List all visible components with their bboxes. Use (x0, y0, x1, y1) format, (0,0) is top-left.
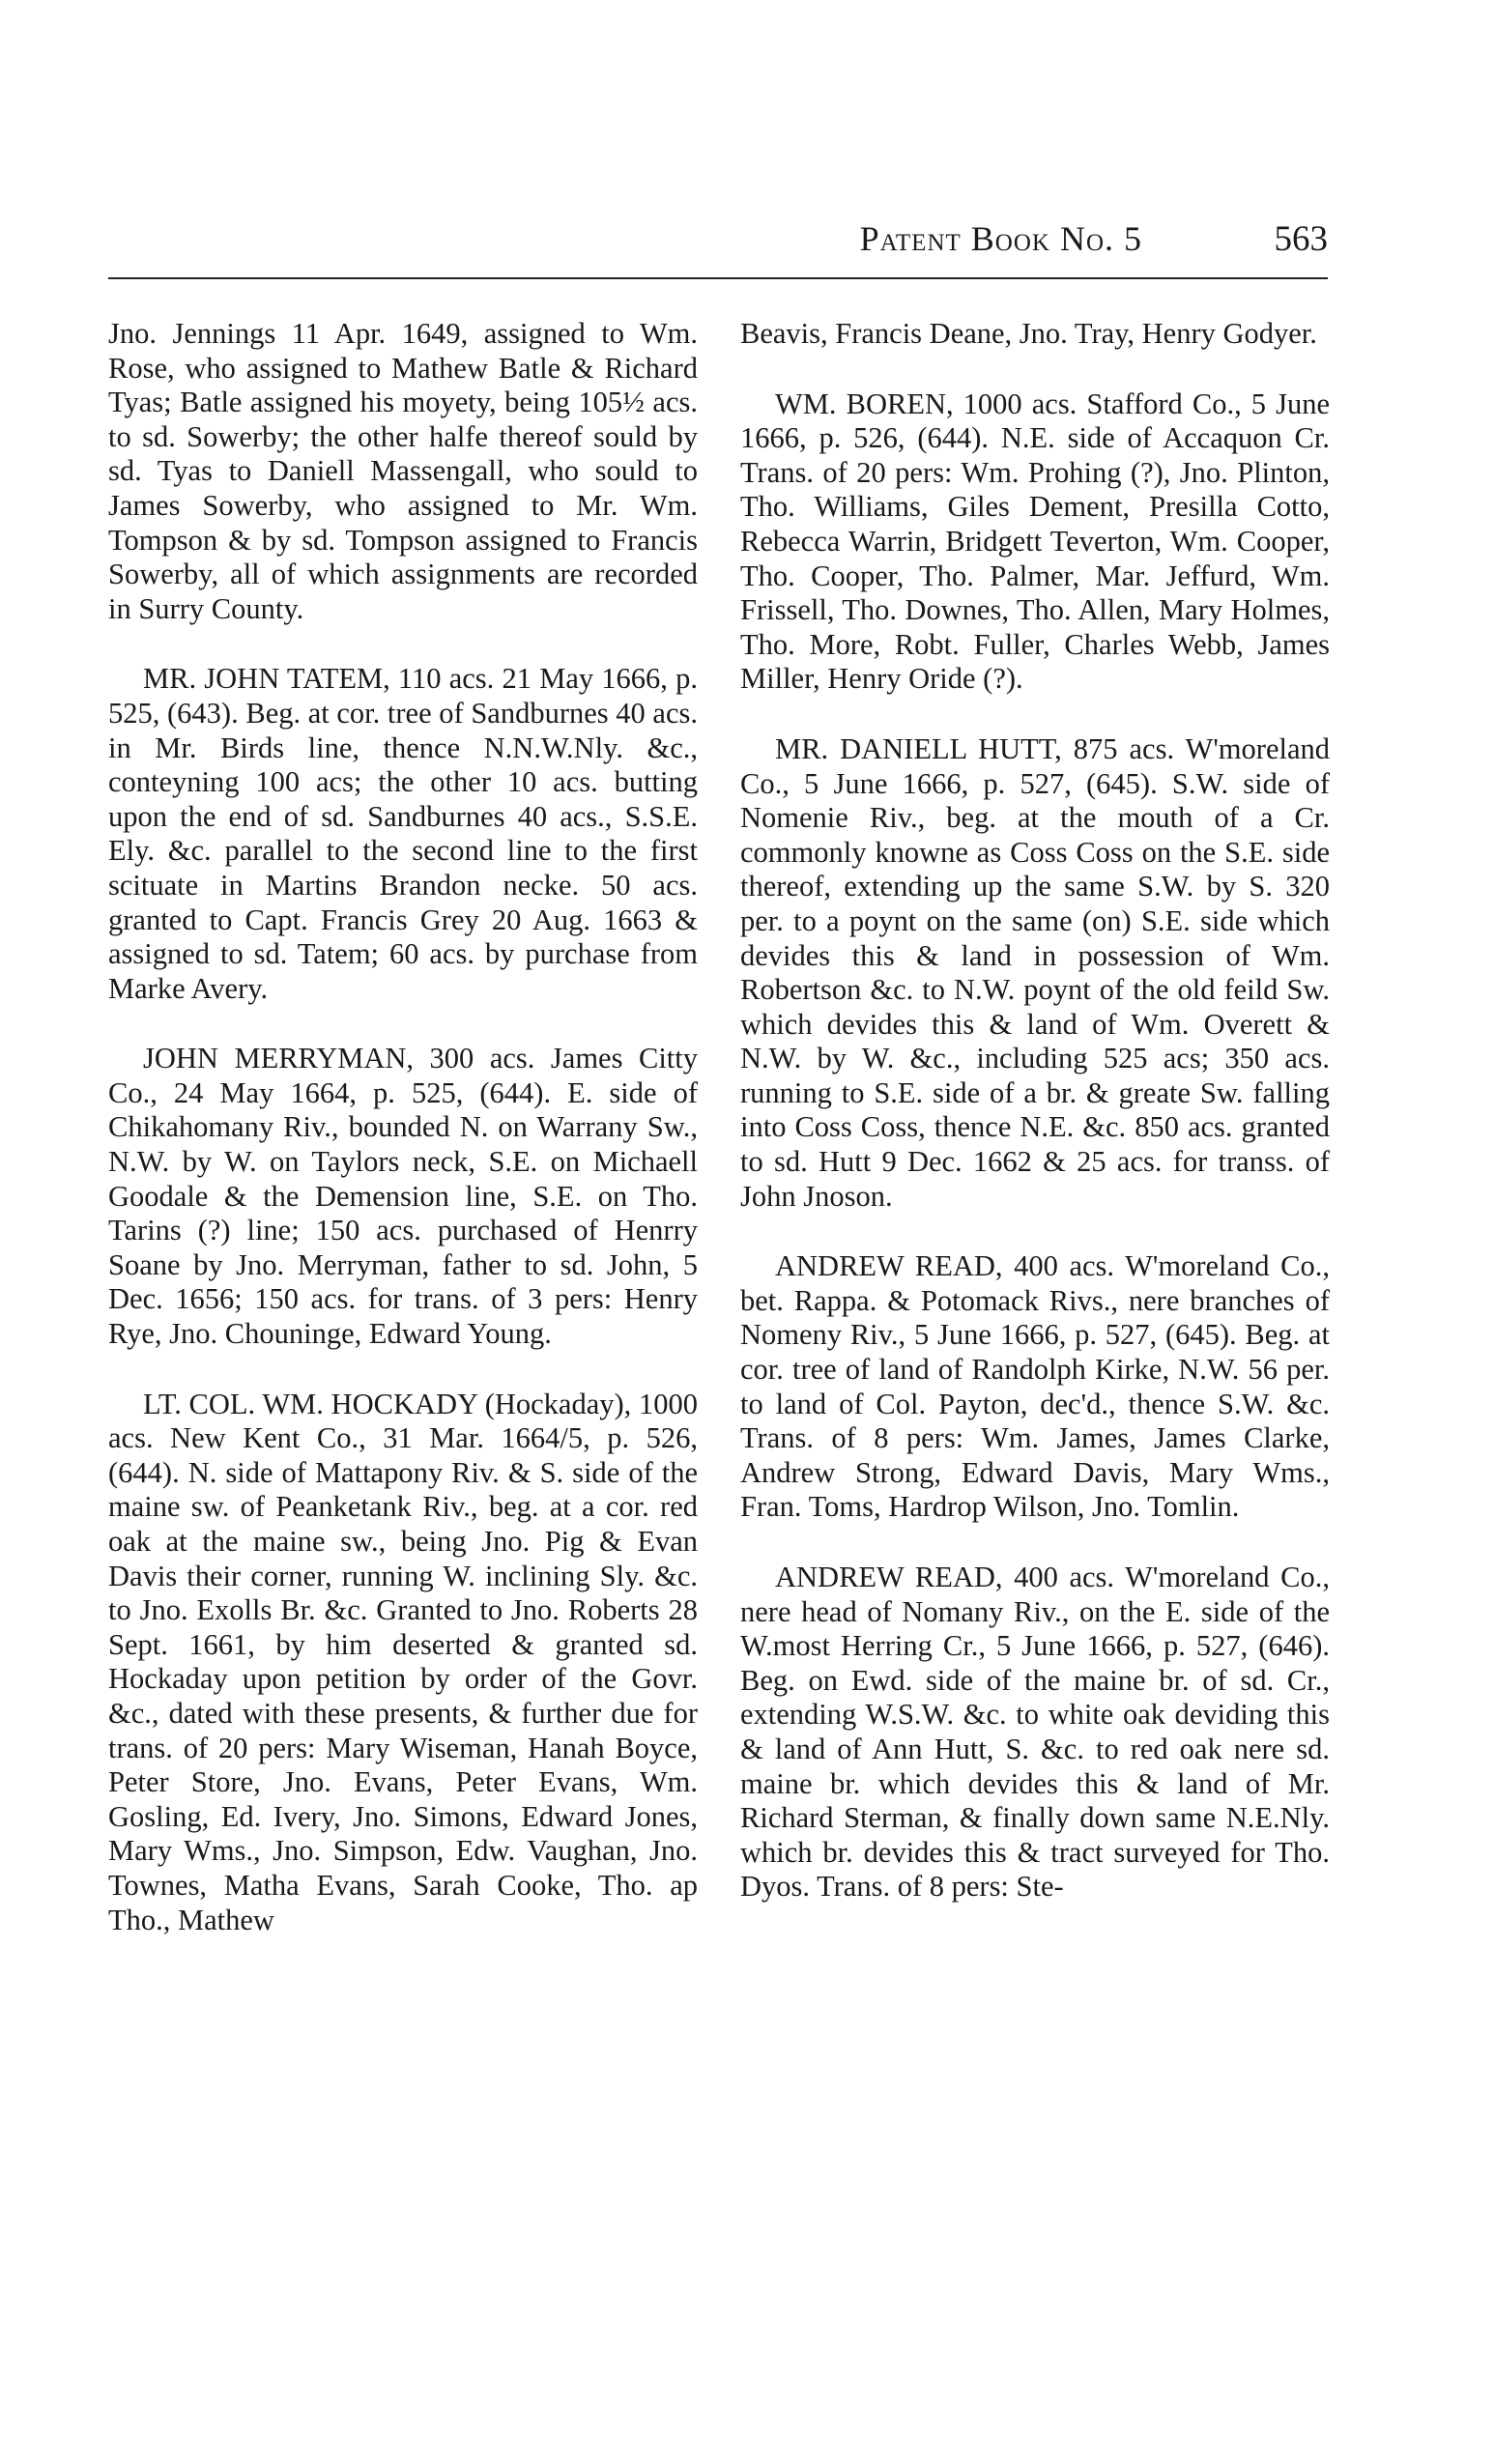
patent-entry: MR. DANIELL HUTT, 875 acs. W'moreland Co., 5 June 1666, p. 527, (645). S.W. side of Nomenie Riv., beg. at the mouth of a Cr. commonly knowne as Coss Coss on the S.E. side thereof, extending up the same S.W. by S. 320 per. to a poynt on the same (on) S.E. side which devides this & land in possession of Wm. Robertson &c. to N.W. poynt of the old feild Sw. which devides this & land of Wm. Overett & N.W. by W. &c., including 525 acs; 350 acs. running to S.E. side of a br. & greate Sw. falling into Coss Coss, thence N.E. &c. 850 acs. granted to sd. Hutt 9 Dec. 1662 & 25 acs. for transs. of John Jnoson. (740, 731, 1330, 1213)
patent-entry: MR. JOHN TATEM, 110 acs. 21 May 1666, p. 525, (643). Beg. at cor. tree of Sandburnes 40 acs. in Mr. Birds line, thence N.N.W.Nly. &c., conteyning 100 acs; the other 10 acs. butting upon the end of sd. Sandburnes 40 acs., S.S.E. Ely. &c. parallel to the second line to the first scituate in Martins Brandon necke. 50 acs. granted to Capt. Francis Grey 20 Aug. 1663 & assigned to sd. Tatem; 60 acs. by purchase from Marke Avery. (108, 662, 698, 1005)
patent-entry: WM. BOREN, 1000 acs. Stafford Co., 5 June 1666, p. 526, (644). N.E. side of Accaquon Cr. Trans. of 20 pers: Wm. Prohing (?), Jno. Plinton, Tho. Williams, Giles Dement, Presilla Cotto, Rebecca Warrin, Bridgett Teverton, Wm. Cooper, Tho. Cooper, Tho. Palmer, Mar. Jeffurd, Wm. Frissell, Tho. Downes, Tho. Allen, Mary Holmes, Tho. More, Robt. Fuller, Charles Webb, James Miller, Henry Oride (?). (740, 387, 1330, 696)
left-column (108, 317, 698, 1973)
page-header (108, 218, 1328, 272)
patent-entry: LT. COL. WM. HOCKADY (Hockaday), 1000 acs. New Kent Co., 31 Mar. 1664/5, p. 526, (644). N. side of Mattapony Riv. & S. side of the maine sw. of Peanketank Riv., beg. at a cor. red oak at the maine sw., being Jno. Pig & Evan Davis their corner, running W. inclining Sly. &c. to Jno. Exolls Br. &c. Granted to Jno. Roberts 28 Sept. 1661, by him deserted & granted sd. Hockaday upon petition by order of the Govr. &c., dated with these presents, & further due for trans. of 20 pers: Mary Wiseman, Hanah Boyce, Peter Store, Jno. Evans, Peter Evans, Wm. Gosling, Ed. Ivery, Jno. Simons, Edward Jones, Mary Wms., Jno. Simpson, Edw. Vaughan, Jno. Townes, Matha Evans, Sarah Cooke, Tho. ap Tho., Mathew (108, 1387, 698, 1936)
running-title: Patent Book No. 5 (859, 219, 1142, 258)
right-column (740, 317, 1330, 1940)
header-rule (108, 277, 1328, 279)
page-number: 563 (1274, 219, 1328, 259)
continuation-paragraph: Beavis, Francis Deane, Jno. Tray, Henry Godyer. (740, 317, 1317, 350)
patent-entry: JOHN MERRYMAN, 300 acs. James Citty Co., 24 May 1664, p. 525, (644). E. side of Chikahomany Riv., bounded N. on Warrany Sw., N.W. by W. on Taylors neck, S.E. on Michaell Goodale & the Demension line, S.E. on Tho. Tarins (?) line; 150 acs. purchased of Henrry Soane by Jno. Merryman, father to sd. John, 5 Dec. 1656; 150 acs. for trans. of 3 pers: Henry Rye, Jno. Chouninge, Edward Young. (108, 1042, 698, 1351)
continuation-paragraph: Jno. Jennings 11 Apr. 1649, assigned to Wm. Rose, who assigned to Mathew Batle & Richard Tyas; Batle assigned his moyety, being 105½ acs. to sd. Sowerby; the other halfe thereof sould by sd. Tyas to Daniell Massengall, who sould to James Sowerby, who assigned to Mr. Wm. Tompson & by sd. Tompson assigned to Francis Sowerby, all of which assignments are recorded in Surry County. (108, 317, 698, 625)
patent-entry: ANDREW READ, 400 acs. W'moreland Co., nere head of Nomany Riv., on the E. side of the W.most Herring Cr., 5 June 1666, p. 527, (646). Beg. on Ewd. side of the maine br. of sd. Cr., extending W.S.W. &c. to white oak deviding this & land of Ann Hutt, S. &c. to red oak nere sd. maine br. which devides this & land of Mr. Richard Sterman, & finally down same N.E.Nly. which br. devides this & tract surveyed for Tho. Dyos. Trans. of 8 pers: Ste- (740, 1561, 1330, 1904)
patent-entry: ANDREW READ, 400 acs. W'moreland Co., bet. Rappa. & Potomack Rivs., nere branches of Nomeny Riv., 5 June 1666, p. 527, (645). Beg. at cor. tree of land of Randolph Kirke, N.W. 56 per. to land of Col. Payton, dec'd., thence S.W. &c. Trans. of 8 pers: Wm. James, James Clarke, Andrew Strong, Edward Davis, Mary Wms., Fran. Toms, Hardrop Wilson, Jno. Tomlin. (740, 1249, 1330, 1524)
